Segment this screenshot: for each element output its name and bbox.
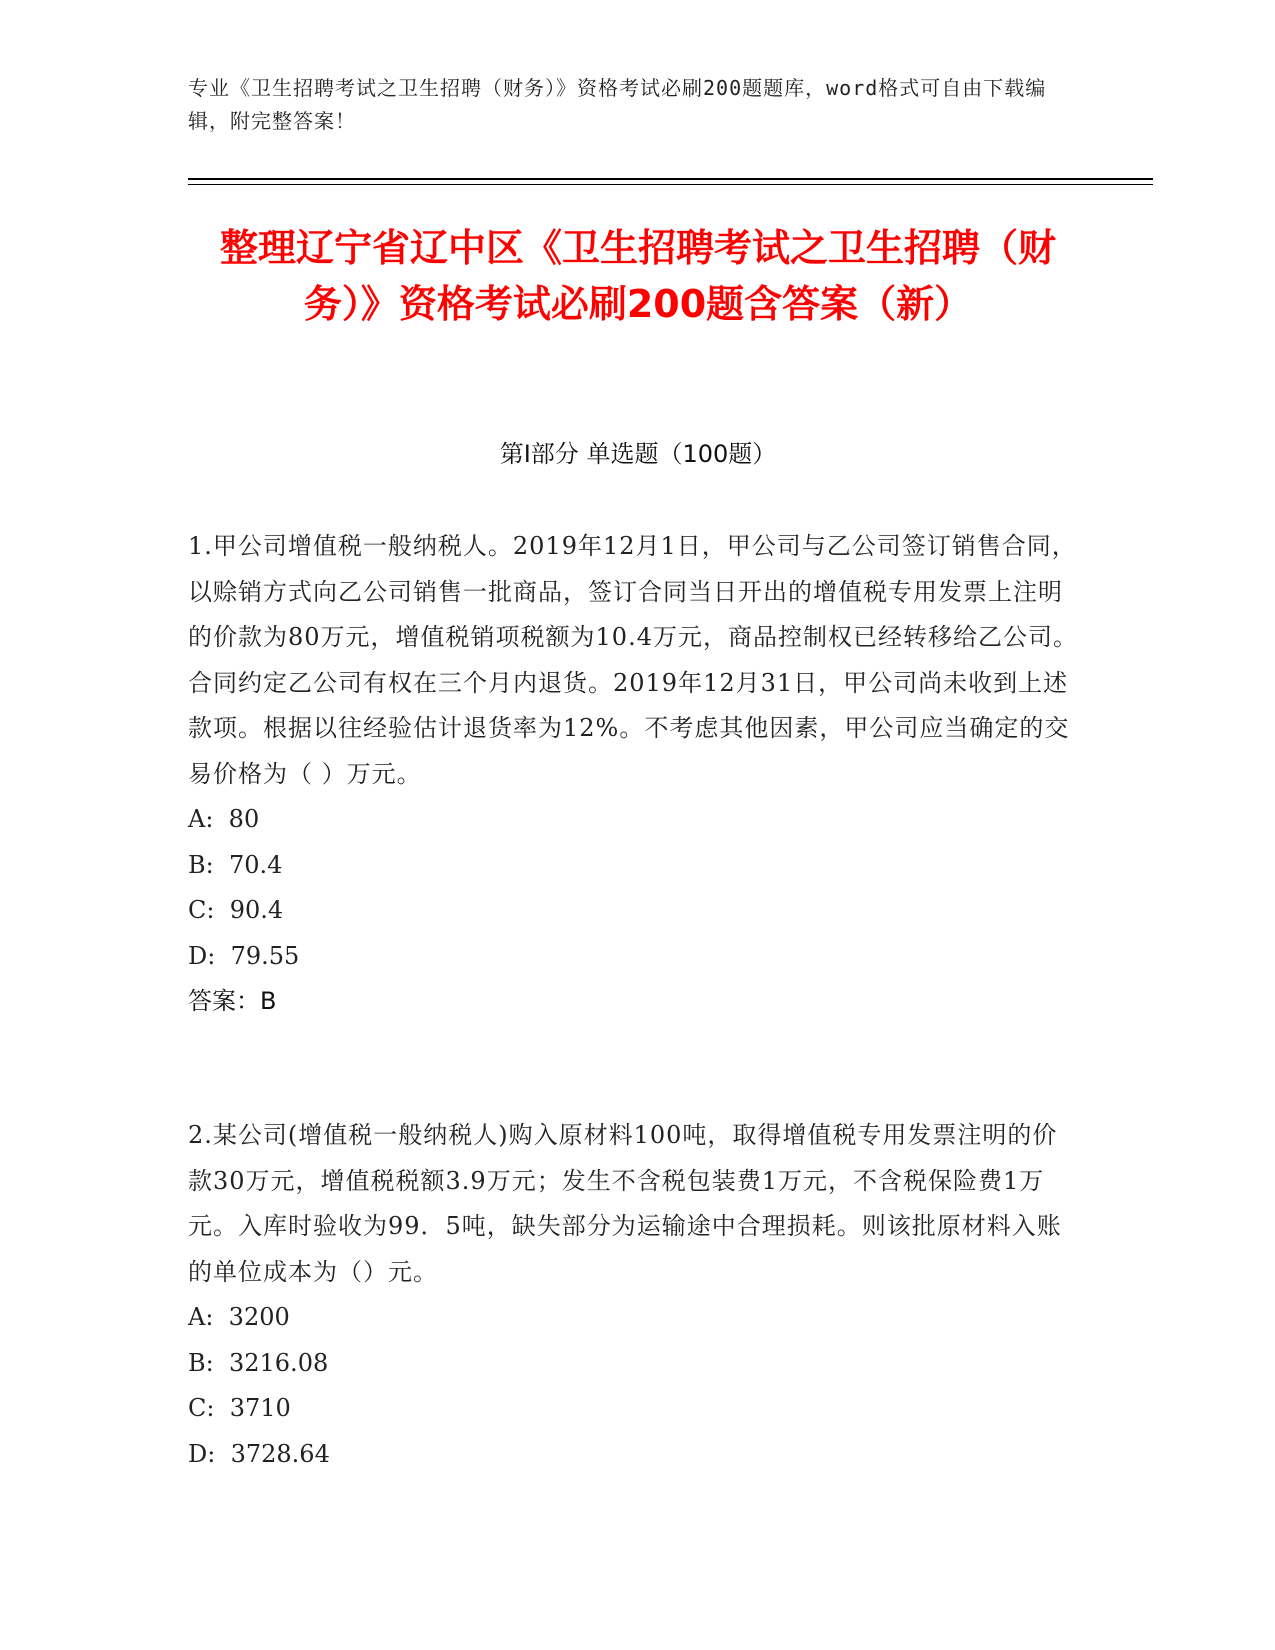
option-d: D: 3728.64 — [188, 1439, 330, 1468]
section-heading: 第I部分 单选题（100题） — [499, 440, 777, 468]
option-d: D: 79.55 — [188, 941, 300, 970]
option-b: B: 70.4 — [188, 850, 283, 879]
header-note: 专业《卫生招聘考试之卫生招聘（财务）》资格考试必刷200题题库，word格式可自由下载编辑，附完整答案！ — [188, 76, 1047, 133]
document-title: 整理辽宁省辽中区《卫生招聘考试之卫生招聘（财务）》资格考试必刷200题含答案（新） — [219, 226, 1056, 326]
question-block — [188, 524, 1078, 1025]
option-c: C: 3710 — [188, 1394, 291, 1422]
answer-line: 答案：B — [188, 987, 277, 1015]
question-block — [188, 1113, 1078, 1477]
question-stem: 2.某公司(增值税一般纳税人)购入原材料100吨，取得增值税专用发票注明的价款30万元，增值税税额3.9万元；发生不含税包装费1万元，不含税保险费1万元。入库时验收为99．5吨，缺失部分为运输途中合理损耗。则该批原材料入账的单位成本为（）元。 — [188, 1121, 1062, 1286]
option-c: C: 90.4 — [188, 896, 284, 924]
question-stem: 1.甲公司增值税一般纳税人。2019年12月1日，甲公司与乙公司签订销售合同，以赊销方式向乙公司销售一批商品，签订合同当日开出的增值税专用发票上注明的价款为80万元，增值税销项税额为10.4万元，商品控制权已经转移给乙公司。合同约定乙公司有权在三个月内退货。2019年12月31日，甲公司尚未收到上述款项。根据以往经验估计退货率为12%。不考虑其他因素，甲公司应当确定的交易价格为（ ）万元。 — [188, 532, 1078, 788]
option-a: A: 80 — [188, 805, 260, 833]
option-a: A: 3200 — [188, 1303, 290, 1331]
header-divider-thin — [188, 184, 1153, 185]
option-b: B: 3216.08 — [188, 1348, 329, 1377]
header-divider-thick — [188, 178, 1153, 180]
